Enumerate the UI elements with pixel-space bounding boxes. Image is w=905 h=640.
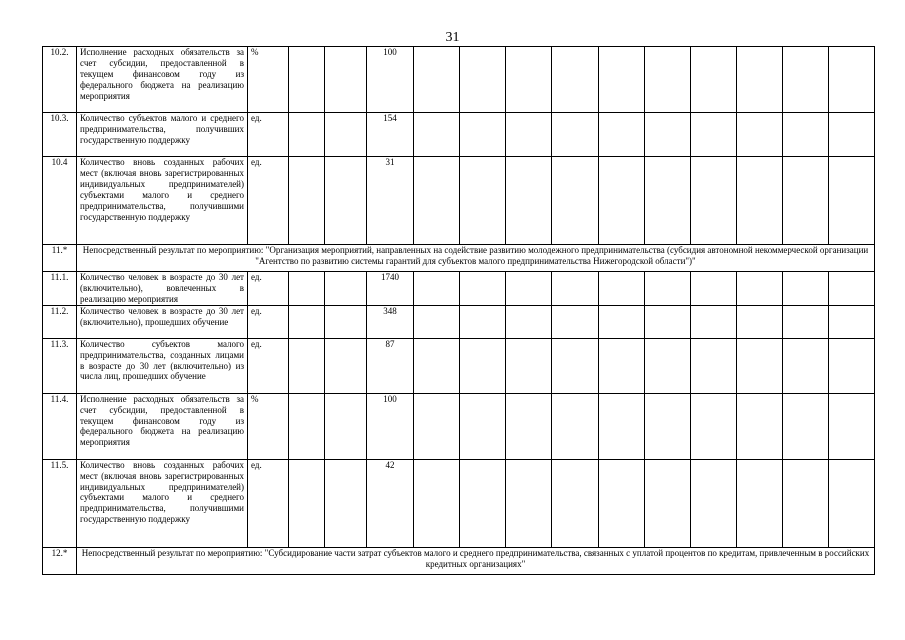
empty-cell [737, 305, 783, 338]
empty-cell [552, 305, 599, 338]
empty-cell [829, 459, 875, 547]
empty-cell [691, 157, 737, 245]
empty-cell [414, 338, 460, 393]
empty-cell [829, 393, 875, 459]
empty-cell [737, 338, 783, 393]
unit: % [248, 47, 289, 113]
empty-cell [552, 393, 599, 459]
indicator-name: Количество человек в возрасте до 30 лет (включительно), прошедших обучение [77, 305, 248, 338]
empty-cell [460, 393, 506, 459]
empty-cell [325, 305, 367, 338]
indicators-table [42, 46, 875, 575]
empty-cell [289, 459, 325, 547]
empty-cell [460, 305, 506, 338]
empty-cell [829, 47, 875, 113]
unit: ед. [248, 338, 289, 393]
empty-cell [599, 157, 645, 245]
empty-cell [645, 305, 691, 338]
empty-cell [552, 338, 599, 393]
indicator-value: 31 [367, 157, 414, 245]
indicator-name: Количество вновь созданных рабочих мест (включая вновь зарегистрированных индивидуальных предпринимателей) субъектами малого и среднего предпринимательства, получившими государственную поддержку [77, 459, 248, 547]
empty-cell [460, 157, 506, 245]
empty-cell [691, 272, 737, 306]
empty-cell [552, 459, 599, 547]
table-row [43, 272, 875, 306]
empty-cell [414, 459, 460, 547]
unit: % [248, 393, 289, 459]
section-row [43, 245, 875, 272]
row-number: 10.3. [43, 113, 77, 157]
empty-cell [414, 305, 460, 338]
empty-cell [289, 272, 325, 306]
empty-cell [691, 47, 737, 113]
empty-cell [783, 338, 829, 393]
table-row [43, 338, 875, 393]
section-row [43, 547, 875, 574]
empty-cell [325, 157, 367, 245]
indicator-name: Исполнение расходных обязательств за счет субсидии, предоставленной в текущем финансовом году из федерального бюджета на реализацию мероприятия [77, 393, 248, 459]
empty-cell [691, 459, 737, 547]
indicator-value: 154 [367, 113, 414, 157]
empty-cell [460, 113, 506, 157]
empty-cell [599, 47, 645, 113]
row-number: 10.2. [43, 47, 77, 113]
empty-cell [414, 47, 460, 113]
empty-cell [783, 459, 829, 547]
empty-cell [460, 338, 506, 393]
empty-cell [325, 272, 367, 306]
empty-cell [737, 113, 783, 157]
empty-cell [506, 272, 552, 306]
section-number: 12.* [43, 547, 77, 574]
empty-cell [289, 157, 325, 245]
empty-cell [829, 305, 875, 338]
empty-cell [552, 47, 599, 113]
row-number: 11.1. [43, 272, 77, 306]
empty-cell [783, 47, 829, 113]
empty-cell [599, 305, 645, 338]
row-number: 11.3. [43, 338, 77, 393]
empty-cell [737, 157, 783, 245]
empty-cell [783, 393, 829, 459]
empty-cell [289, 338, 325, 393]
empty-cell [325, 338, 367, 393]
empty-cell [829, 338, 875, 393]
empty-cell [506, 47, 552, 113]
empty-cell [552, 272, 599, 306]
indicator-value: 87 [367, 338, 414, 393]
empty-cell [645, 47, 691, 113]
empty-cell [325, 113, 367, 157]
empty-cell [645, 338, 691, 393]
empty-cell [414, 272, 460, 306]
table-row [43, 459, 875, 547]
table-row [43, 305, 875, 338]
empty-cell [645, 272, 691, 306]
indicator-name: Количество вновь созданных рабочих мест (включая вновь зарегистрированных индивидуальных предпринимателей) субъектами малого и среднего предпринимательства, получившими государственную поддержку [77, 157, 248, 245]
section-number: 11.* [43, 245, 77, 272]
empty-cell [829, 272, 875, 306]
indicator-name: Количество субъектов малого и среднего предпринимательства, получивших государственную поддержку [77, 113, 248, 157]
empty-cell [414, 393, 460, 459]
empty-cell [414, 113, 460, 157]
empty-cell [691, 305, 737, 338]
table-row [43, 113, 875, 157]
empty-cell [460, 47, 506, 113]
empty-cell [691, 338, 737, 393]
unit: ед. [248, 305, 289, 338]
empty-cell [506, 113, 552, 157]
table-row [43, 393, 875, 459]
empty-cell [460, 459, 506, 547]
empty-cell [289, 47, 325, 113]
empty-cell [645, 113, 691, 157]
empty-cell [599, 393, 645, 459]
unit: ед. [248, 272, 289, 306]
table-row [43, 157, 875, 245]
row-number: 11.4. [43, 393, 77, 459]
empty-cell [325, 393, 367, 459]
empty-cell [599, 113, 645, 157]
empty-cell [289, 393, 325, 459]
empty-cell [506, 393, 552, 459]
row-number: 11.2. [43, 305, 77, 338]
empty-cell [506, 338, 552, 393]
page-number: 31 [445, 30, 460, 45]
indicator-value: 100 [367, 47, 414, 113]
empty-cell [737, 393, 783, 459]
table-row [43, 47, 875, 113]
empty-cell [829, 157, 875, 245]
empty-cell [599, 459, 645, 547]
empty-cell [460, 272, 506, 306]
empty-cell [506, 305, 552, 338]
empty-cell [599, 272, 645, 306]
empty-cell [645, 393, 691, 459]
empty-cell [325, 47, 367, 113]
empty-cell [737, 272, 783, 306]
empty-cell [552, 157, 599, 245]
indicator-name: Исполнение расходных обязательств за счет субсидии, предоставленной в текущем финансовом году из федерального бюджета на реализацию мероприятия [77, 47, 248, 113]
empty-cell [829, 113, 875, 157]
indicator-name: Количество человек в возрасте до 30 лет (включительно), вовлеченных в реализацию мероприятия [77, 272, 248, 306]
indicator-value: 100 [367, 393, 414, 459]
row-number: 11.5. [43, 459, 77, 547]
section-title: Непосредственный результат по мероприятию: "Субсидирование части затрат субъектов малого и среднего предпринимательства, связанных с уплатой процентов по кредитам, привлеченным в российских кредитных организациях" [77, 547, 875, 574]
empty-cell [645, 459, 691, 547]
section-title: Непосредственный результат по мероприятию: "Организация мероприятий, направленных на содействие развитию молодежного предпринимательства (субсидия автономной некоммерческой организации "Агентство по развитию системы гарантий для субъектов малого предпринимательства Нижегородской области")" [77, 245, 875, 272]
indicator-name: Количество субъектов малого предпринимательства, созданных лицами в возрасте до 30 лет (включительно) из числа лиц, прошедших обучение [77, 338, 248, 393]
empty-cell [783, 157, 829, 245]
empty-cell [737, 459, 783, 547]
empty-cell [506, 157, 552, 245]
empty-cell [691, 113, 737, 157]
empty-cell [289, 305, 325, 338]
unit: ед. [248, 459, 289, 547]
indicator-value: 1740 [367, 272, 414, 306]
indicator-value: 348 [367, 305, 414, 338]
empty-cell [691, 393, 737, 459]
empty-cell [325, 459, 367, 547]
empty-cell [783, 305, 829, 338]
row-number: 10.4 [43, 157, 77, 245]
empty-cell [645, 157, 691, 245]
empty-cell [289, 113, 325, 157]
empty-cell [552, 113, 599, 157]
empty-cell [783, 272, 829, 306]
empty-cell [414, 157, 460, 245]
empty-cell [783, 113, 829, 157]
indicator-value: 42 [367, 459, 414, 547]
unit: ед. [248, 157, 289, 245]
unit: ед. [248, 113, 289, 157]
empty-cell [506, 459, 552, 547]
empty-cell [737, 47, 783, 113]
empty-cell [599, 338, 645, 393]
